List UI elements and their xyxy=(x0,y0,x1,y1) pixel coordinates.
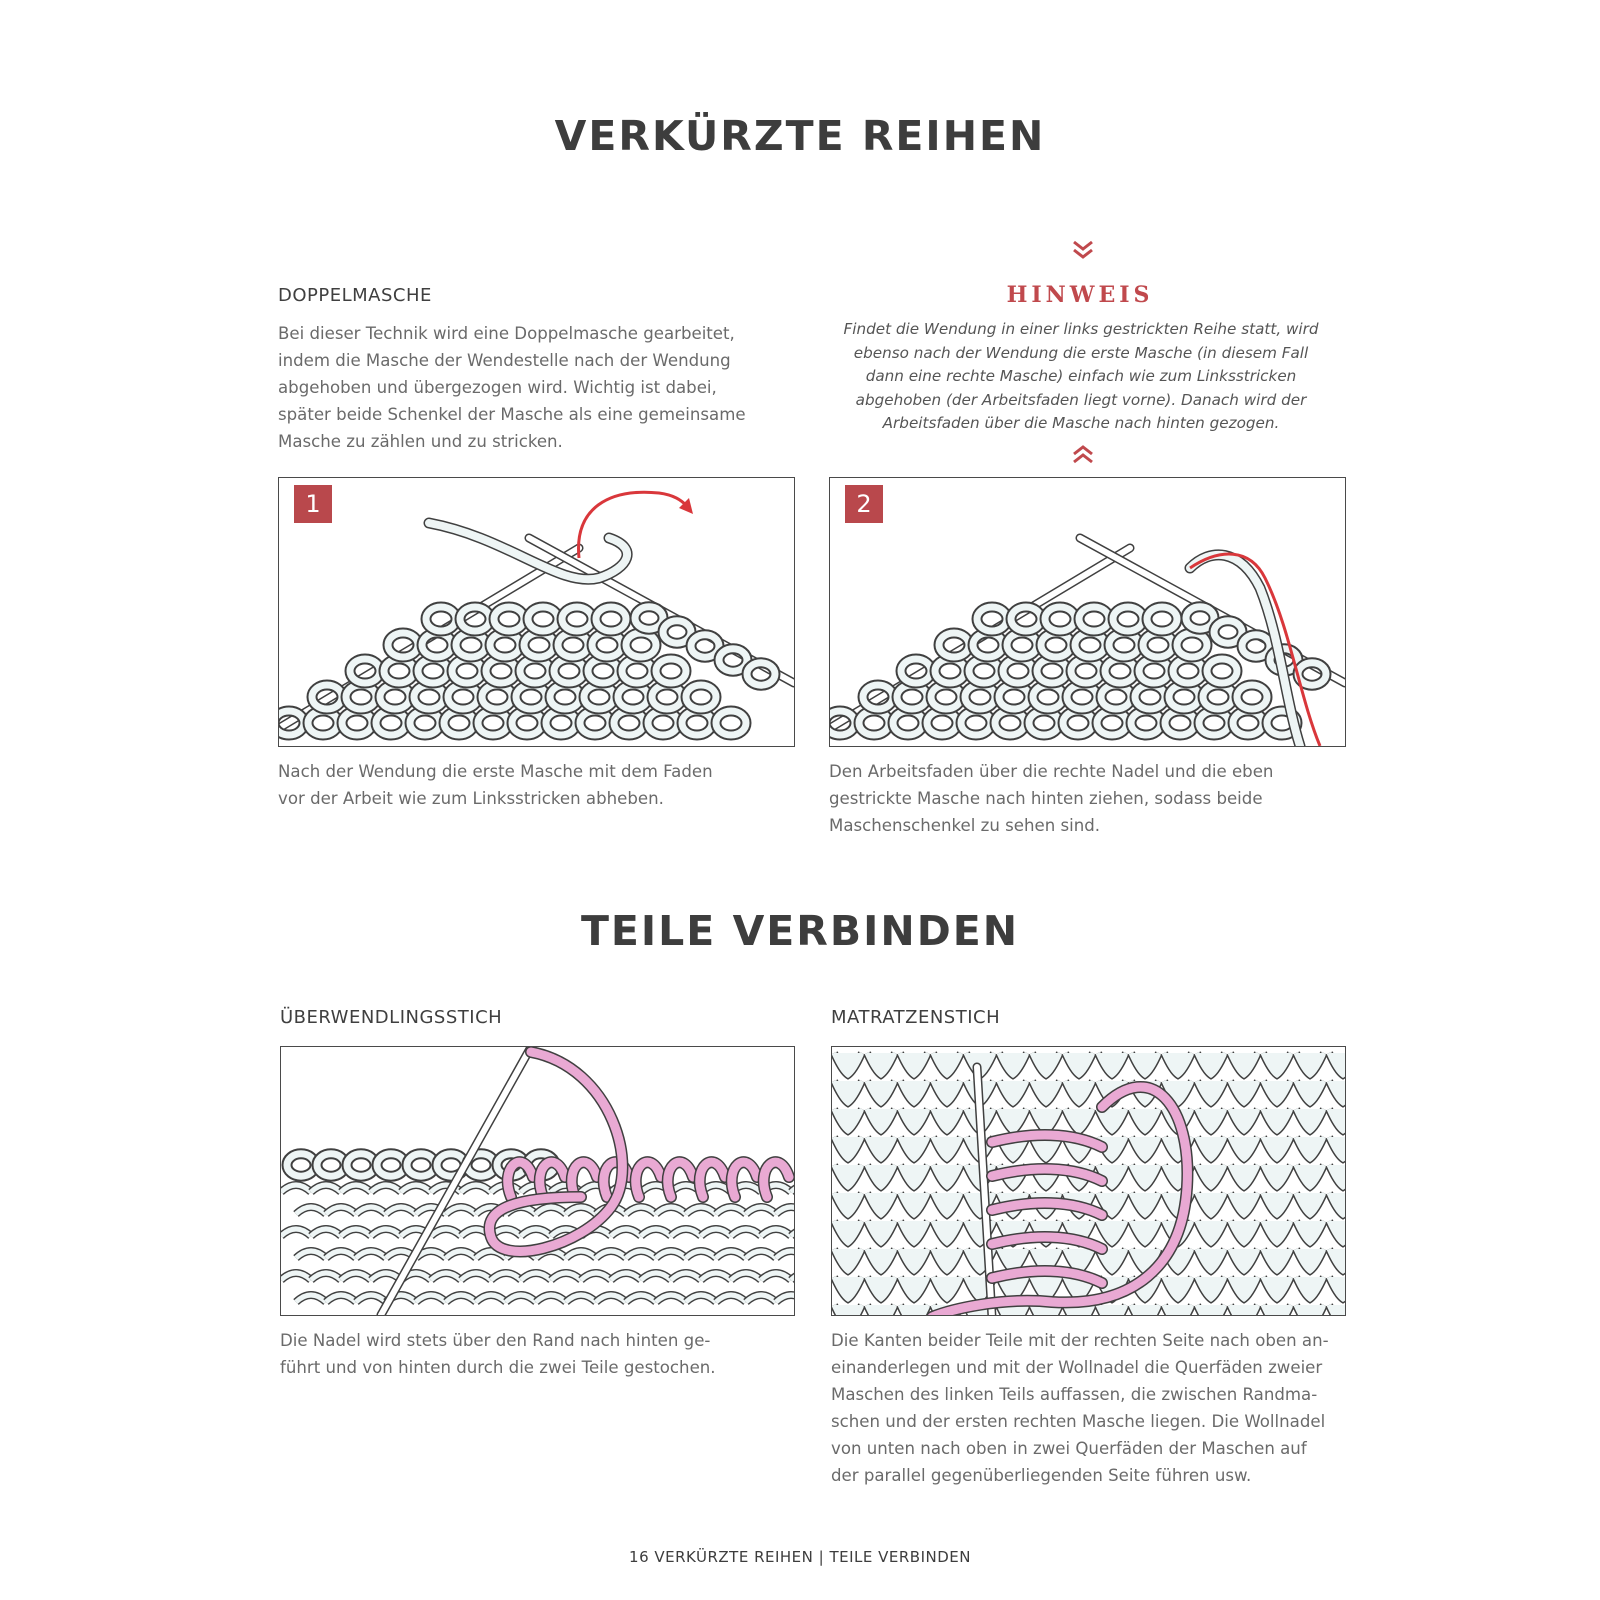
caption-line: von unten nach oben in zwei Querfäden der Maschen auf xyxy=(831,1439,1307,1458)
v-stitch-133 xyxy=(1263,1137,1291,1159)
figure-1 xyxy=(278,477,795,747)
note-line: Arbeitsfaden über die Masche nach hinten gezogen. xyxy=(882,414,1280,432)
whip-stitch-illustration xyxy=(281,1047,795,1316)
v-stitch-129 xyxy=(1230,1305,1258,1316)
page-footer: 16 VERKÜRZTE REIHEN | TEILE VERBINDEN xyxy=(629,1548,971,1566)
v-stitch-109 xyxy=(1164,1305,1192,1316)
caption-line: Nach der Wendung die erste Masche mit dem Faden xyxy=(278,762,713,781)
v-stitch-119 xyxy=(1197,1305,1225,1316)
v-stitch-149 xyxy=(1296,1305,1324,1316)
v-stitch-135 xyxy=(1263,1193,1291,1215)
v-stitch-92 xyxy=(1131,1109,1159,1131)
v-stitch-29 xyxy=(900,1305,928,1316)
caption-line: Den Arbeitsfaden über die rechte Nadel und die eben xyxy=(829,762,1274,781)
v-stitch-62 xyxy=(1032,1109,1060,1131)
v-stitch-123 xyxy=(1230,1137,1258,1159)
matratzenstich-heading: MATRATZENSTICH xyxy=(831,1007,1001,1028)
ueberwendlingsstich-heading: ÜBERWENDLINGSSTICH xyxy=(280,1007,503,1028)
v-stitch-35 xyxy=(933,1193,961,1215)
v-stitch-37 xyxy=(933,1249,961,1271)
mattress-stitch-illustration xyxy=(832,1047,1346,1316)
v-stitch-89 xyxy=(1098,1305,1126,1316)
v-stitch-148 xyxy=(1296,1277,1324,1299)
chevron-down-icon xyxy=(1068,240,1098,266)
v-stitch-38 xyxy=(933,1277,961,1299)
v-stitch-130 xyxy=(1263,1053,1291,1075)
v-stitch-51 xyxy=(999,1081,1027,1103)
v-stitch-36 xyxy=(933,1221,961,1243)
v-stitch-108 xyxy=(1164,1277,1192,1299)
knitting-illustration-1 xyxy=(279,478,795,747)
v-stitch-12 xyxy=(867,1109,895,1131)
note-line: abgehoben (der Arbeitsfaden liegt vorne). Danach wird der xyxy=(855,390,1307,409)
caption-line: schen und der ersten rechten Masche liegen. Die Wollnadel xyxy=(831,1412,1326,1431)
v-stitch-117 xyxy=(1197,1249,1225,1271)
v-stitch-1 xyxy=(834,1081,862,1103)
v-stitch-142 xyxy=(1296,1109,1324,1131)
section2-title: TEILE VERBINDEN xyxy=(580,907,1020,955)
v-stitch-27 xyxy=(900,1249,928,1271)
v-stitch-96 xyxy=(1131,1221,1159,1243)
v-stitch-24 xyxy=(900,1165,928,1187)
caption-line: Maschenschenkel zu sehen sind. xyxy=(829,816,1101,835)
v-stitch-15 xyxy=(867,1193,895,1215)
v-stitch-114 xyxy=(1197,1165,1225,1187)
v-stitch-143 xyxy=(1296,1137,1324,1159)
v-stitch-3 xyxy=(834,1137,862,1159)
v-stitch-127 xyxy=(1230,1249,1258,1271)
v-stitch-26 xyxy=(900,1221,928,1243)
v-stitch-17 xyxy=(867,1249,895,1271)
v-stitch-147 xyxy=(1296,1249,1324,1271)
text-line: Bei dieser Technik wird eine Doppelmasche gearbeitet, xyxy=(278,324,735,343)
v-stitch-128 xyxy=(1230,1277,1258,1299)
v-stitch-131 xyxy=(1263,1081,1291,1103)
v-stitch-9 xyxy=(834,1305,862,1316)
v-stitch-122 xyxy=(1230,1109,1258,1131)
v-stitch-10 xyxy=(867,1053,895,1075)
v-stitch-159 xyxy=(1329,1305,1346,1316)
v-stitch-23 xyxy=(900,1137,928,1159)
v-stitch-20 xyxy=(900,1053,928,1075)
figure-1-caption xyxy=(278,758,798,812)
note-line: dann eine rechte Masche) einfach wie zum Linksstricken xyxy=(865,367,1297,385)
figure-3 xyxy=(280,1046,795,1316)
v-stitch-113 xyxy=(1197,1137,1225,1159)
v-stitch-30 xyxy=(933,1053,961,1075)
caption-line: Die Nadel wird stets über den Rand nach hinten ge- xyxy=(280,1331,711,1350)
caption-line: einanderlegen und mit der Wollnadel die Querfäden zweier xyxy=(831,1358,1323,1377)
v-stitch-116 xyxy=(1197,1221,1225,1243)
v-stitch-115 xyxy=(1197,1193,1225,1215)
text-line: später beide Schenkel der Masche als eine gemeinsame xyxy=(278,405,746,424)
v-stitch-60 xyxy=(1032,1053,1060,1075)
v-stitch-134 xyxy=(1263,1165,1291,1187)
section1-title: VERKÜRZTE REIHEN xyxy=(554,112,1046,160)
v-stitch-0 xyxy=(834,1053,862,1075)
v-stitch-8 xyxy=(834,1277,862,1299)
figure-3-caption xyxy=(280,1327,800,1381)
v-stitch-72 xyxy=(1065,1109,1093,1131)
v-stitch-90 xyxy=(1131,1053,1159,1075)
v-stitch-52 xyxy=(999,1109,1027,1131)
caption-line: Maschen des linken Teils auffassen, die zwischen Randma- xyxy=(831,1385,1318,1404)
v-stitch-21 xyxy=(900,1081,928,1103)
v-stitch-18 xyxy=(867,1277,895,1299)
v-stitch-136 xyxy=(1263,1221,1291,1243)
note-line: Findet die Wendung in einer links gestrickten Reihe statt, wird xyxy=(843,320,1319,338)
v-stitch-126 xyxy=(1230,1221,1258,1243)
v-stitch-121 xyxy=(1230,1081,1258,1103)
v-stitch-61 xyxy=(1032,1081,1060,1103)
v-stitch-125 xyxy=(1230,1193,1258,1215)
v-stitch-13 xyxy=(867,1137,895,1159)
hinweis-title: HINWEIS xyxy=(1006,282,1154,308)
v-stitch-71 xyxy=(1065,1081,1093,1103)
v-stitch-19 xyxy=(867,1305,895,1316)
v-stitch-112 xyxy=(1197,1109,1225,1131)
v-stitch-100 xyxy=(1164,1053,1192,1075)
note-line: ebenso nach der Wendung die erste Masche (in diesem Fall xyxy=(853,343,1309,362)
v-stitch-140 xyxy=(1296,1053,1324,1075)
v-stitch-80 xyxy=(1098,1053,1126,1075)
v-stitch-25 xyxy=(900,1193,928,1215)
caption-line: vor der Arbeit wie zum Linksstricken abheben. xyxy=(278,789,664,808)
v-stitch-93 xyxy=(1131,1137,1159,1159)
figure-4-caption xyxy=(831,1327,1371,1489)
hinweis-text xyxy=(820,318,1342,436)
v-stitch-34 xyxy=(933,1165,961,1187)
v-stitch-7 xyxy=(834,1249,862,1271)
knitting-illustration-2 xyxy=(830,478,1346,747)
v-stitch-50 xyxy=(999,1053,1027,1075)
v-stitch-99 xyxy=(1131,1305,1159,1316)
v-stitch-141 xyxy=(1296,1081,1324,1103)
v-stitch-137 xyxy=(1263,1249,1291,1271)
step-badge-1: 1 xyxy=(294,485,332,523)
v-stitch-110 xyxy=(1197,1053,1225,1075)
v-stitch-16 xyxy=(867,1221,895,1243)
v-stitch-5 xyxy=(834,1193,862,1215)
v-stitch-138 xyxy=(1263,1277,1291,1299)
v-stitch-145 xyxy=(1296,1193,1324,1215)
v-stitch-31 xyxy=(933,1081,961,1103)
v-stitch-144 xyxy=(1296,1165,1324,1187)
caption-line: gestrickte Masche nach hinten ziehen, sodass beide xyxy=(829,789,1263,808)
figure-2-caption xyxy=(829,758,1359,839)
v-stitch-146 xyxy=(1296,1221,1324,1243)
v-stitch-2 xyxy=(834,1109,862,1131)
direction-arrow xyxy=(579,492,687,558)
figure-4 xyxy=(831,1046,1346,1316)
v-stitch-124 xyxy=(1230,1165,1258,1187)
v-stitch-95 xyxy=(1131,1193,1159,1215)
v-stitch-14 xyxy=(867,1165,895,1187)
caption-line: führt und von hinten durch die zwei Teile gestochen. xyxy=(280,1358,716,1377)
v-stitch-33 xyxy=(933,1137,961,1159)
caption-line: Die Kanten beider Teile mit der rechten Seite nach oben an- xyxy=(831,1331,1329,1350)
text-line: indem die Masche der Wendestelle nach der Wendung xyxy=(278,351,731,370)
doppelmasche-heading: DOPPELMASCHE xyxy=(278,285,432,306)
v-stitch-6 xyxy=(834,1221,862,1243)
v-stitch-22 xyxy=(900,1109,928,1131)
v-stitch-118 xyxy=(1197,1277,1225,1299)
chevron-up-icon xyxy=(1068,442,1098,468)
v-stitch-111 xyxy=(1197,1081,1225,1103)
text-line: abgehoben und übergezogen wird. Wichtig ist dabei, xyxy=(278,378,717,397)
v-stitch-32 xyxy=(933,1109,961,1131)
caption-line: der parallel gegenüberliegenden Seite führen usw. xyxy=(831,1466,1252,1485)
figure-2 xyxy=(829,477,1346,747)
v-stitch-4 xyxy=(834,1165,862,1187)
v-stitch-86 xyxy=(1098,1221,1126,1243)
v-stitch-120 xyxy=(1230,1053,1258,1075)
doppelmasche-text xyxy=(278,320,798,455)
v-stitch-28 xyxy=(900,1277,928,1299)
text-line: Masche zu zählen und zu stricken. xyxy=(278,432,563,451)
step-badge-2: 2 xyxy=(845,485,883,523)
v-stitch-139 xyxy=(1263,1305,1291,1316)
v-stitch-70 xyxy=(1065,1053,1093,1075)
v-stitch-94 xyxy=(1131,1165,1159,1187)
v-stitch-132 xyxy=(1263,1109,1291,1131)
v-stitch-11 xyxy=(867,1081,895,1103)
